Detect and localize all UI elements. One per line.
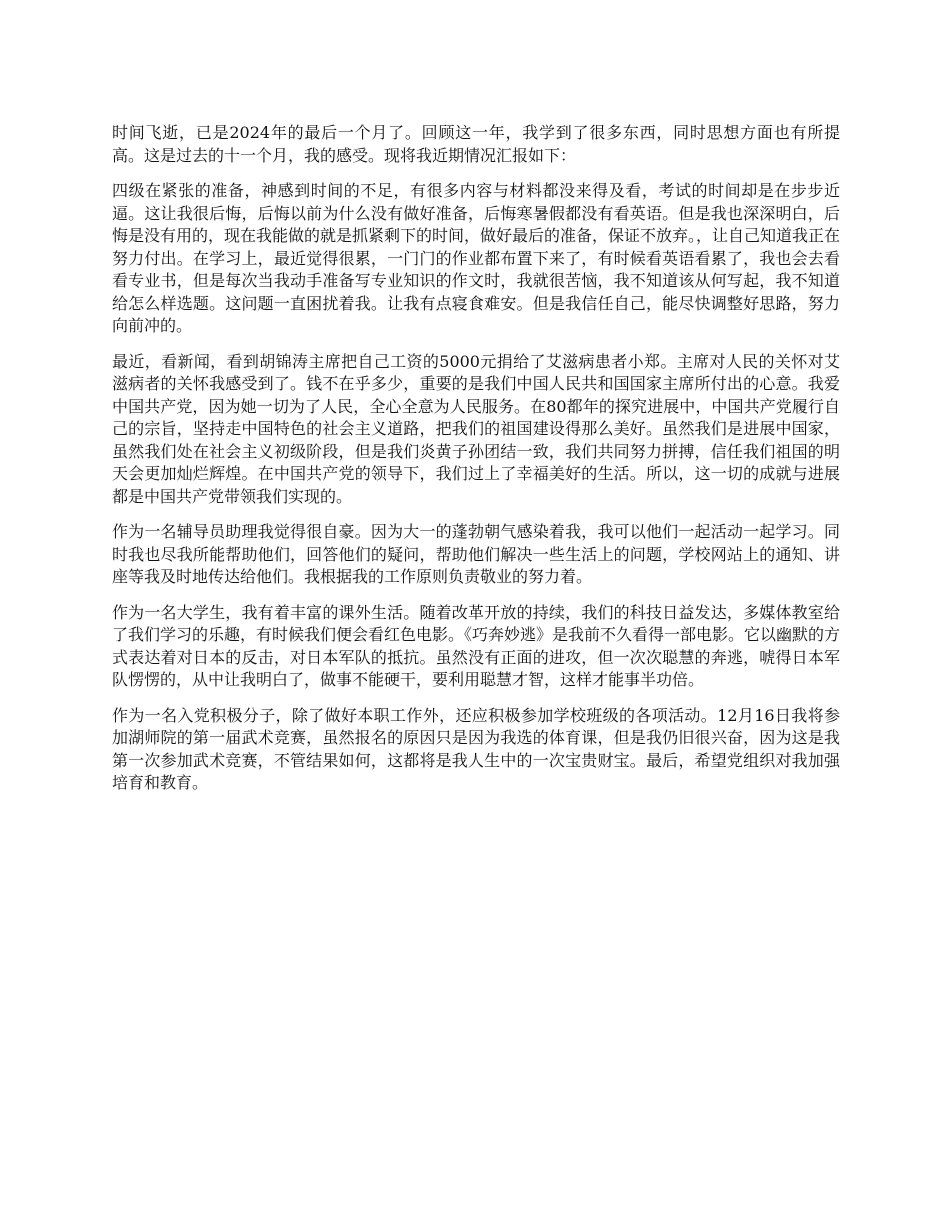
paragraph-news: 最近，看新闻，看到胡锦涛主席把自己工资的5000元捐给了艾滋病患者小郑。主席对人民的关怀对艾滋病者的关怀我感受到了。钱不在乎多少，重要的是我们中国人民共和国国家主席所付出的心意。我爱中国共产党，因为她一切为了人民，全心全意为人民服务。在80都年的探究进展中，中国共产党履行自己的宗旨，坚持走中国特色的社会主义道路，把我们的祖国建设得那么美好。虽然我们是进展中国家，虽然我们处在社会主义初级阶段，但是我们炎黄子孙团结一致，我们共同努力拼搏，信任我们祖国的明天会更加灿烂辉煌。在中国共产党的领导下，我们过上了幸福美好的生活。所以，这一切的成就与进展都是中国共产党带领我们实现的。 xyxy=(112,351,840,506)
paragraph-extracurricular: 作为一名大学生，我有着丰富的课外生活。随着改革开放的持续，我们的科技日益发达，多媒体教室给了我们学习的乐趣，有时候我们便会看红色电影。《巧奔妙逃》是我前不久看得一部电影。它以幽默的方式表达着对日本的反击，对日本军队的抵抗。虽然没有正面的进攻，但一次次聪慧的奔逃，唬得日本军队愣愣的，从中让我明白了，做事不能硬干，要利用聪慧才智，这样才能事半功倍。 xyxy=(112,602,841,689)
document-body xyxy=(112,122,840,808)
paragraph-intro: 时间飞逝，已是2024年的最后一个月了。回顾这一年，我学到了很多东西，同时思想方面也有所提高。这是过去的十一个月，我的感受。现将我近期情况汇报如下： xyxy=(112,123,840,165)
paragraph-assistant: 作为一名辅导员助理我觉得很自豪。因为大一的蓬勃朝气感染着我，我可以他们一起活动一起学习。同时我也尽我所能帮助他们，回答他们的疑问，帮助他们解决一些生活上的问题，学校网站上的通知、讲座等我及时地传达给他们。我根据我的工作原则负责敬业的努力着。 xyxy=(112,522,840,586)
paragraph-activist: 作为一名入党积极分子，除了做好本职工作外，还应积极参加学校班级的各项活动。12月16日我将参加湖师院的第一届武术竞赛，虽然报名的原因只是因为我选的体育课，但是我仍旧很兴奋，因为这是我第一次参加武术竞赛，不管结果如何，这都将是我人生中的一次宝贵财宝。最后，希望党组织对我加强培育和教育。 xyxy=(112,705,840,792)
paragraph-study: 四级在紧张的准备，神感到时间的不足，有很多内容与材料都没来得及看，考试的时间却是在步步近逼。这让我很后悔，后悔以前为什么没有做好准备，后悔寒暑假都没有看英语。但是我也深深明白，后悔是没有用的，现在我能做的就是抓紧剩下的时间，做好最后的准备，保证不放弃。，让自己知道我正在努力付出。在学习上，最近觉得很累，一门门的作业都布置下来了，有时候看英语看累了，我也会去看看专业书，但是每次当我动手准备写专业知识的作文时，我就很苦恼，我不知道该从何写起，我不知道给怎么样选题。这问题一直困扰着我。让我有点寝食难安。但是我信任自己，能尽快调整好思路，努力向前冲的。 xyxy=(112,181,841,335)
